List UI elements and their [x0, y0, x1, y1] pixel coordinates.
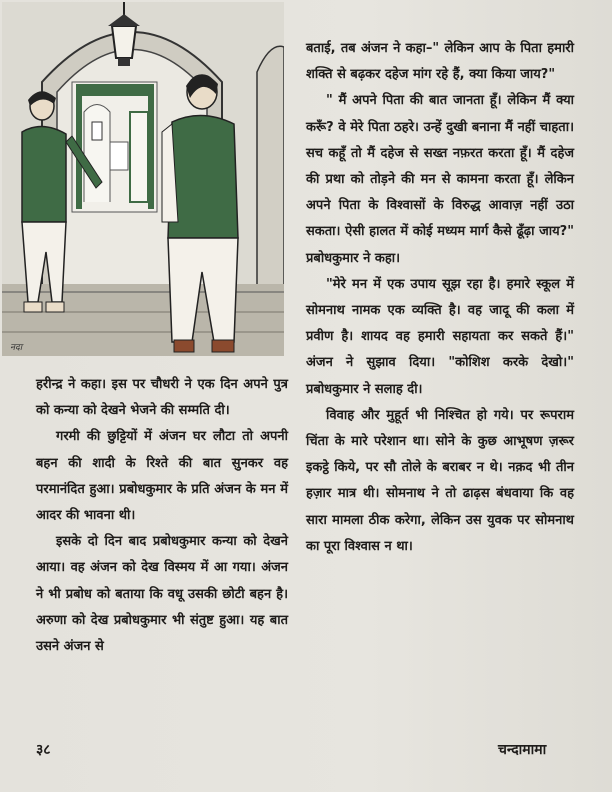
right-text-column	[306, 36, 574, 560]
paragraph: हरीन्द्र ने कहा। इस पर चौधरी ने एक दिन अपने पुत्र को कन्या को देखने भेजने की सम्मति दी।	[36, 377, 288, 419]
paragraph: बताई, तब अंजन ने कहा–" लेकिन आप के पिता हमारी शक्ति से बढ़कर दहेज मांग रहे हैं, क्या किया जाय?"	[306, 41, 574, 83]
left-text-column	[36, 372, 288, 660]
paragraph: विवाह और मुहूर्त भी निश्चित हो गये। पर रूपराम चिंता के मारे परेशान था। सोने के कुछ आभूषण ज़रूर इकट्ठे किये, पर सौ तोले के बराबर न थे। नक़द भी तीन हज़ार मात्र थी। सोमनाथ ने तो ढाढ़स बंधवाया कि वह सारा मामला ठीक करेगा, लेकिन उस युवक पर सोमनाथ का पूरा विश्वास न था।	[306, 407, 574, 554]
page-number: ३८	[36, 742, 51, 758]
paragraph: "मेरे मन में एक उपाय सूझ रहा है। हमारे स्कूल में सोमनाथ नामक एक व्यक्ति है। वह जादू की कला में प्रवीण है। शायद वह हमारी सहायता कर सकते हैं।" अंजन ने सुझाव दिया। "कोशिश करके देखो।" प्रबोधकुमार ने सलाह दी।	[306, 276, 574, 397]
artist-signature: नदा	[10, 343, 23, 353]
magazine-name: चन्दामामा	[498, 742, 547, 758]
paragraph: इसके दो दिन बाद प्रबोधकुमार कन्या को देखने आया। वह अंजन को देख विस्मय में आ गया। अंजन ने भी प्रबोध को बताया कि वधू उसकी छोटी बहन है। अरुणा को देख प्रबोधकुमार भी संतुष्ट हुआ। यह बात उसने अंजन से	[36, 534, 288, 655]
paragraph: " मैं अपने पिता की बात जानता हूँ। लेकिन मैं क्या करूँ? वे मेरे पिता ठहरे। उन्हें दुखी बनाना मैं नहीं चाहता। सच कहूँ तो मैं दहेज से सख्त नफ़रत करता हूँ। मैं दहेज की प्रथा को तोड़ने की मन से कामना करता हूँ। लेकिन अपने पिता के विश्वासों के विरुद्ध आवाज़ नहीं उठा सकता। ऐसी हालत में कोई मध्यम मार्ग कैसे ढूँढ़ा जाय?" प्रबोधकुमार ने कहा।	[306, 93, 574, 266]
story-illustration	[2, 2, 284, 356]
illustration-drawing	[2, 2, 284, 356]
paragraph: गरमी की छुट्टियों में अंजन घर लौटा तो अपनी बहन की शादी के रिश्ते की बात सुनकर वह परमानंदित हुआ। प्रबोधकुमार के प्रति अंजन के मन में आदर की भावना थी।	[36, 429, 288, 524]
